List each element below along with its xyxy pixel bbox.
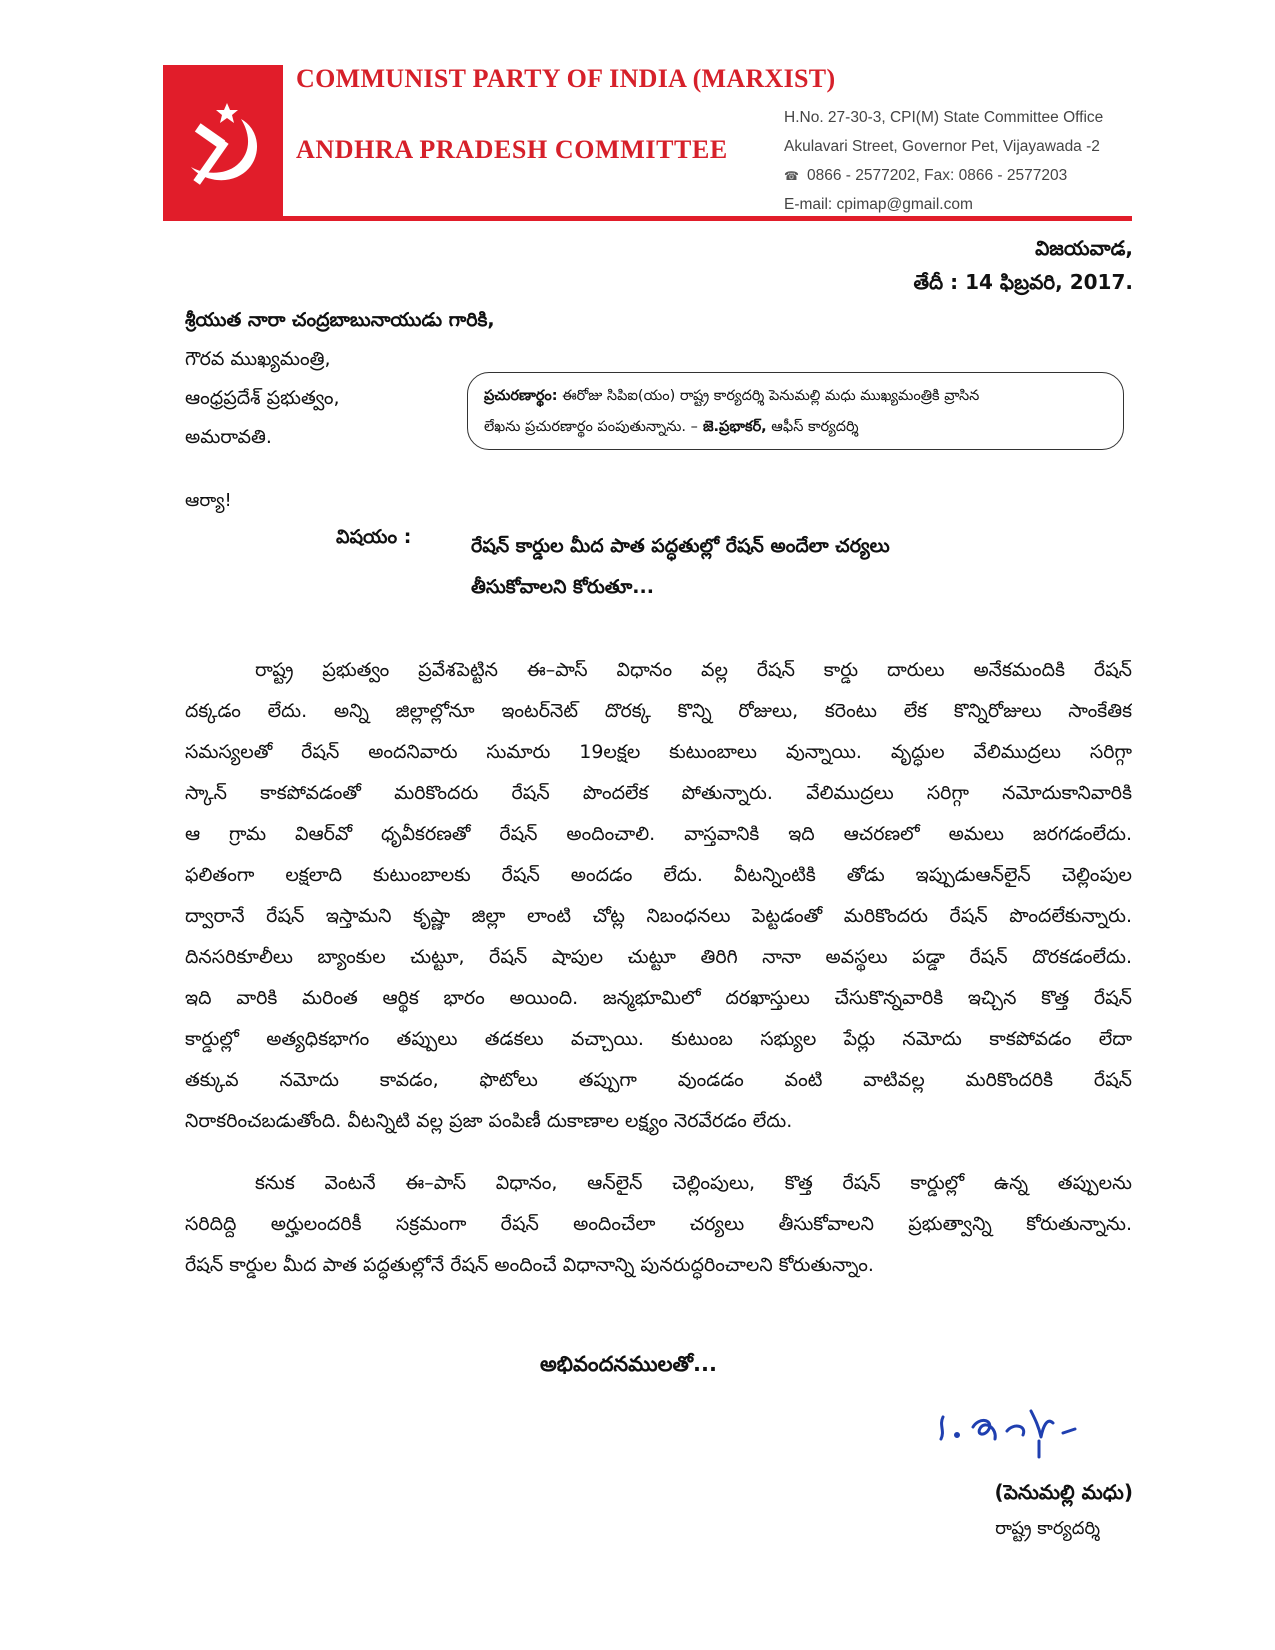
body-line: దక్కడం లేదు. అన్ని జిల్లాల్లోనూ ఇంటర్‌నెట్ దొరక్క కొన్ని రోజులు, కరెంటు లేక కొన్నిరోజులు సాంకేతిక: [185, 700, 1132, 722]
address-line-2: Akulavari Street, Governor Pet, Vijayawada -2: [784, 138, 1100, 155]
body-line: ద్వారానే రేషన్ ఇస్తామని కృష్ణా జిల్లా లాంటి చోట్ల నిబంధనలు పెట్టడంతో మరికొందరు రేషన్ పొందలేకున్నారు.: [185, 905, 1132, 927]
body-line: కార్డుల్లో అత్యధికభాగం తప్పులు తడకలు వచ్చాయి. కుటుంబ సభ్యుల పేర్లు నమోదు కాకపోవడం లేదా: [185, 1028, 1132, 1050]
subject-label: విషయం :: [336, 526, 412, 548]
subject-text: [471, 526, 890, 608]
contact-block: [784, 107, 1103, 223]
hammer-sickle-star-icon: [171, 97, 275, 197]
body-line: ఇది వారికి మరింత ఆర్థిక భారం అయింది. జన్మభూమిలో దరఖాస్తులు చేసుకొన్నవారికి ఇచ్చిన కొత్త రేషన్: [185, 987, 1132, 1009]
press-note-line-1: [484, 381, 1107, 412]
subject-line-2: తీసుకోవాలని కోరుతూ...: [471, 576, 654, 598]
body-line: తక్కువ నమోదు కావడం, ఫొటోలు తప్పుగా వుండడం వంటి వాటివల్ల మరికొందరికి రేషన్: [185, 1069, 1132, 1091]
org-name: COMMUNIST PARTY OF INDIA (MARXIST): [296, 64, 836, 93]
addressee-name: శ్రీయుత నారా చంద్రబాబునాయుడు గారికి,: [185, 309, 495, 331]
body-line: స్కాన్ కాకపోవడంతో మరికొందరు రేషన్ పొందలేక పోతున్నారు. వేలిముద్రలు సరిగ్గా నమోదుకానివారికి: [185, 782, 1132, 804]
phone-line: [784, 165, 1103, 194]
press-note-label: ప్రచురణార్థం:: [484, 388, 558, 404]
addressee-block: [185, 302, 495, 458]
subject-line-1: రేషన్ కార్డుల మీద పాత పద్ధతుల్లో రేషన్ అందేలా చర్యలు: [471, 535, 890, 557]
body-line: కనుక వెంటనే ఈ–పాస్ విధానం, ఆన్‌లైన్ చెల్లింపులు, కొత్త రేషన్ కార్డుల్లో ఉన్న తప్పులను: [255, 1172, 1132, 1194]
body-line: ఫలితంగా లక్షలాది కుటుంబాలకు రేషన్ అందడం లేదు. వీటన్నింటికి తోడు ఇప్పుడుఆన్‌లైన్ చెల్లింపుల: [185, 864, 1132, 886]
body-line: ఆ గ్రామ విఆర్‌వో ధృవీకరణతో రేషన్ అందించాలి. వాస్తవానికి ఇది ఆచరణలో అమలు జరగడంలేదు.: [185, 823, 1132, 845]
press-note-line-2: [484, 412, 1107, 443]
addressee-government: ఆంధ్రప్రదేశ్ ప్రభుత్వం,: [185, 387, 340, 409]
body-line: నిరాకరించబడుతోంది. వీటన్నిటి వల్ల ప్రజా పంపిణీ దుకాణాల లక్ష్యం నెరవేరడం లేదు.: [185, 1110, 793, 1132]
telephone-icon: ☎: [784, 169, 799, 183]
email-line: E-mail: cpimap@gmail.com: [784, 196, 973, 213]
body-line: రేషన్ కార్డుల మీద పాత పద్ధతుల్లోనే రేషన్ అందించే విధానాన్ని పునరుద్ధరించాలని కోరుతున్నాం.: [185, 1254, 874, 1276]
handwritten-signature: [935, 1405, 1085, 1469]
addressee-city: అమరావతి.: [185, 426, 272, 448]
party-logo: [163, 65, 283, 221]
press-note-text-2: లేఖను ప్రచురణార్థం పంపుతున్నాను. –: [484, 419, 698, 435]
letter-date: తేదీ : 14 ఫిబ్రవరి, 2017.: [913, 270, 1133, 294]
phone-text: 0866 - 2577202, Fax: 0866 - 2577203: [806, 167, 1068, 184]
committee-name: ANDHRA PRADESH COMMITTEE: [296, 135, 728, 164]
addressee-title: గౌరవ ముఖ్యమంత్రి,: [185, 348, 331, 370]
address-line-1: H.No. 27-30-3, CPI(M) State Committee Office: [784, 109, 1104, 126]
body-paragraph-1: [185, 650, 1132, 1142]
signatory-name: (పెనుమల్లి మధు): [994, 1480, 1133, 1504]
body-line: సమస్యలతో రేషన్ అందనివారు సుమారు 19లక్షల కుటుంబాలు వున్నాయి. వృద్ధుల వేలిముద్రలు సరిగ్గా: [185, 741, 1132, 763]
signatory-role: రాష్ట్ర కార్యదర్శి: [995, 1518, 1100, 1539]
salutation: ఆర్యా!: [185, 490, 232, 511]
press-note-sender-role: ఆఫీస్ కార్యదర్శి: [766, 419, 859, 435]
body-paragraph-2: [185, 1163, 1132, 1286]
body-line: రాష్ట్ర ప్రభుత్వం ప్రవేశపెట్టిన ఈ–పాస్ విధానం వల్ల రేషన్ కార్డు దారులు అనేకమందికి రేషన్: [255, 659, 1132, 681]
closing: అభివందనములతో...: [540, 1352, 717, 1376]
press-note-sender: జె.ప్రభాకర్,: [697, 419, 767, 435]
letter-place: విజయవాడ,: [1035, 236, 1133, 260]
body-line: దినసరికూలీలు బ్యాంకుల చుట్టూ, రేషన్ షాపుల చుట్టూ తిరిగి నానా అవస్థలు పడ్డా రేషన్ దొరకడంలేదు.: [185, 946, 1132, 968]
body-line: సరిదిద్ది అర్హులందరికీ సక్రమంగా రేషన్ అందించేలా చర్యలు తీసుకోవాలని ప్రభుత్వాన్ని కోరుతున్నాను.: [185, 1213, 1132, 1235]
press-note-text-1: ఈరోజు సిపిఐ(యం) రాష్ట్ర కార్యదర్శి పెనుమల్లి మధు ముఖ్యమంత్రికి వ్రాసిన: [557, 388, 980, 404]
press-note-box: [467, 372, 1124, 450]
